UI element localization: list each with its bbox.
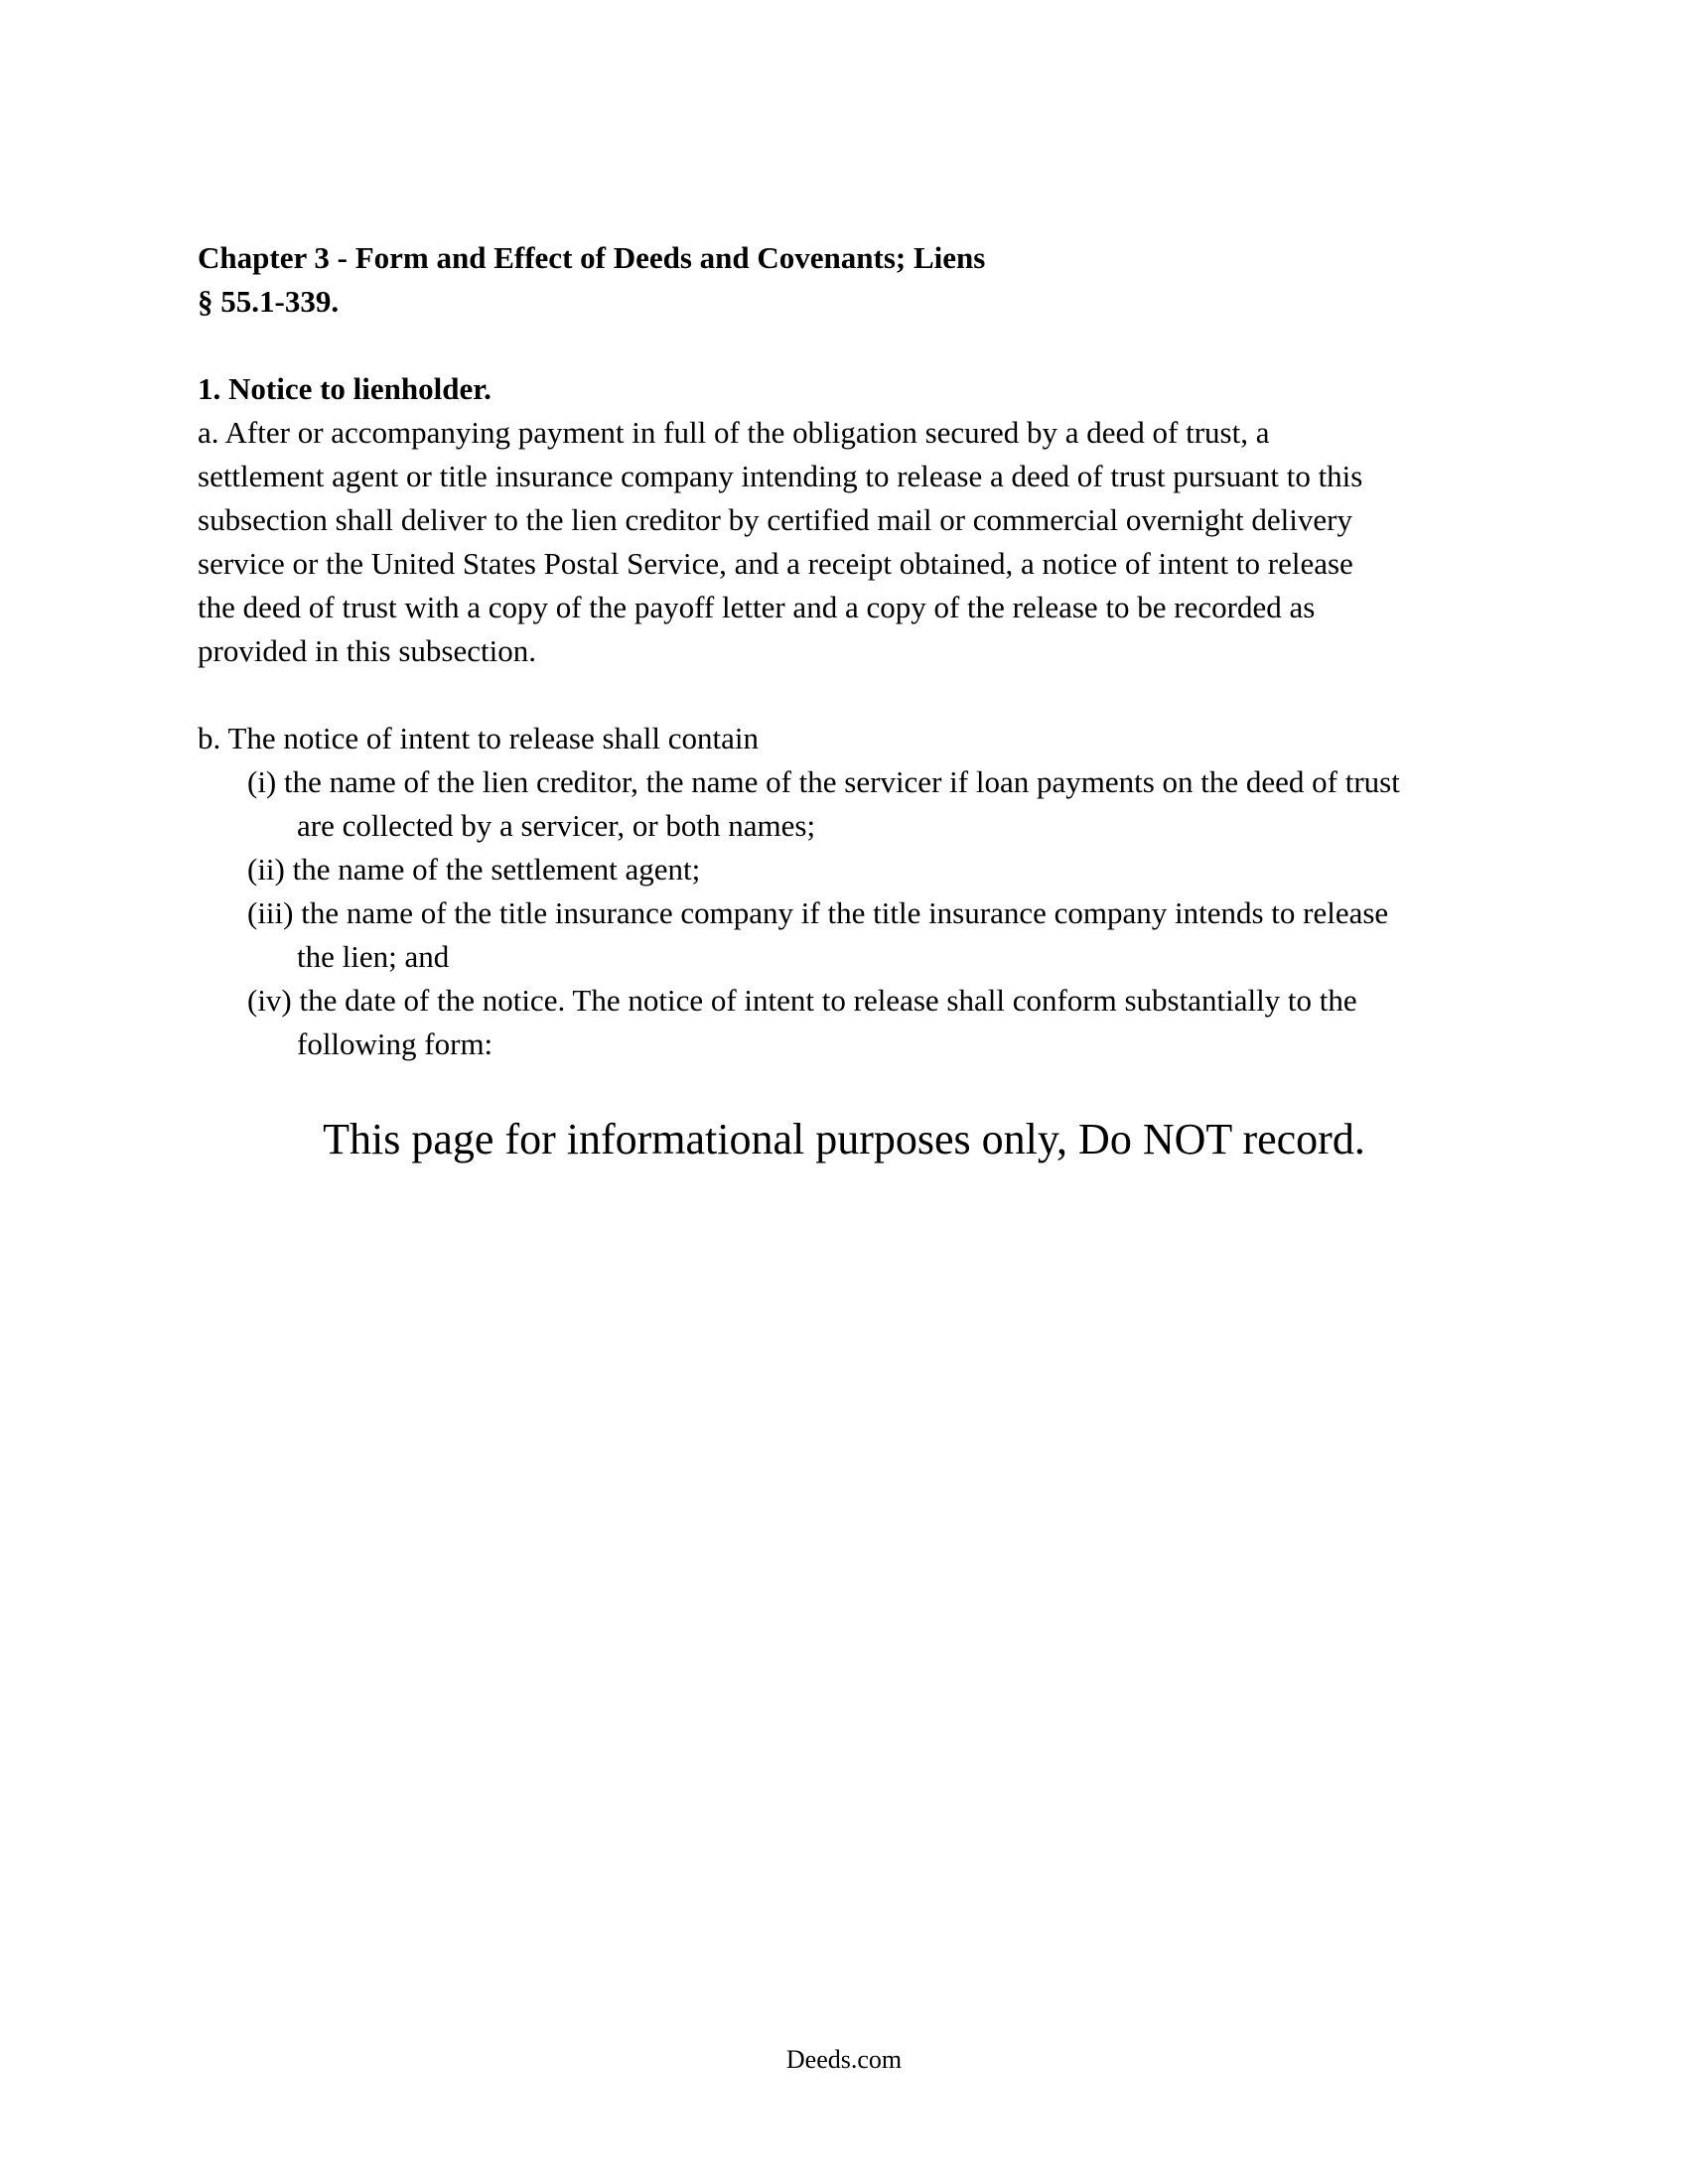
list-item: (iv) the date of the notice. The notice of intent to release shall conform substantially to the xyxy=(247,983,1357,1018)
list-item: (i) the name of the lien creditor, the name of the servicer if loan payments on the deed of trust xyxy=(247,764,1400,799)
paragraph-a-line: settlement agent or title insurance company intending to release a deed of trust pursuant to this xyxy=(198,459,1363,493)
list-item: (ii) the name of the settlement agent; xyxy=(247,852,701,887)
list-item-continuation: the lien; and xyxy=(297,939,450,974)
list-item-continuation: following form: xyxy=(297,1026,493,1061)
informational-disclaimer: This page for informational purposes only, Do NOT record. xyxy=(323,1115,1365,1163)
document-body xyxy=(198,236,1508,1066)
list-item: (iii) the name of the title insurance company if the title insurance company intends to release xyxy=(247,895,1389,930)
spacer xyxy=(198,324,1508,367)
requirements-list xyxy=(198,760,1508,1066)
spacer xyxy=(198,673,1508,717)
footer-site-name: Deeds.com xyxy=(785,2045,903,2074)
paragraph-a-line: subsection shall deliver to the lien creditor by certified mail or commercial overnight delivery xyxy=(198,502,1352,537)
list-item-continuation: are collected by a servicer, or both names; xyxy=(297,808,816,843)
paragraph-a xyxy=(198,411,1508,673)
paragraph-a-line: a. After or accompanying payment in full of the obligation secured by a deed of trust, a xyxy=(198,415,1270,450)
chapter-title: Chapter 3 - Form and Effect of Deeds and Covenants; Liens xyxy=(198,240,986,275)
paragraph-a-line: the deed of trust with a copy of the payoff letter and a copy of the release to be recorded as xyxy=(198,590,1316,624)
paragraph-a-line: service or the United States Postal Service, and a receipt obtained, a notice of intent to release xyxy=(198,546,1353,581)
notice-heading: 1. Notice to lienholder. xyxy=(198,371,492,406)
section-number: § 55.1-339. xyxy=(198,284,340,319)
paragraph-b-intro: b. The notice of intent to release shall contain xyxy=(198,721,759,755)
paragraph-a-line: provided in this subsection. xyxy=(198,633,536,668)
